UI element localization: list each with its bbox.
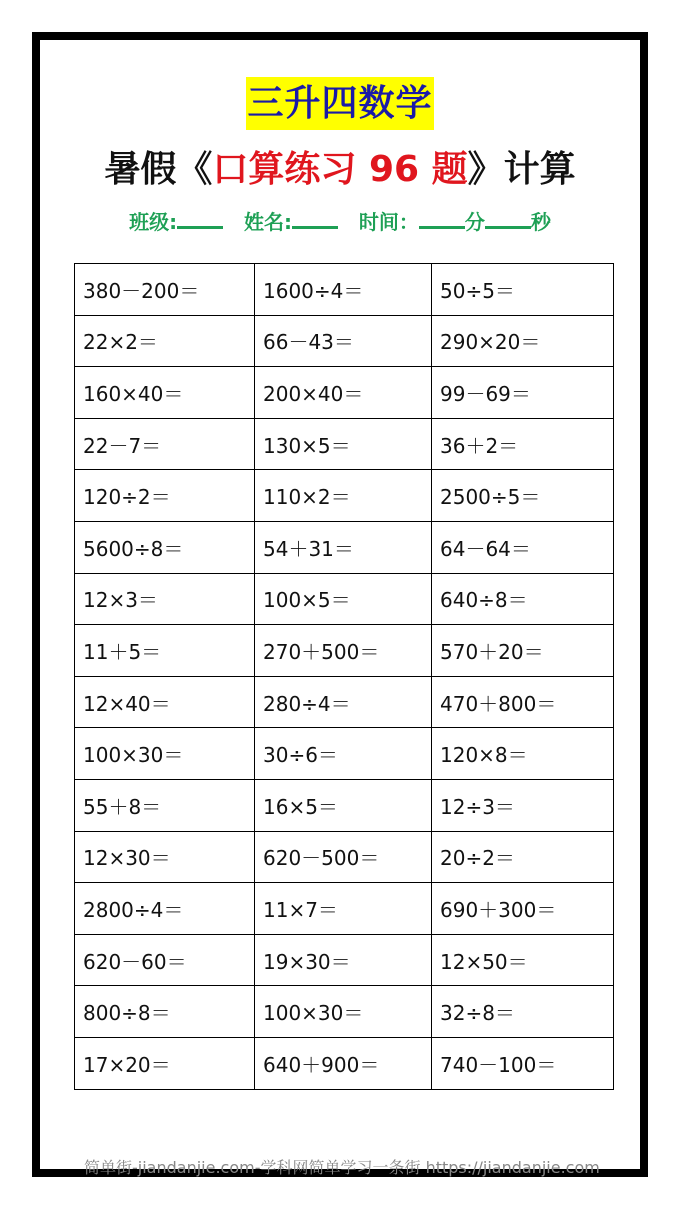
problem-cell: 690＋300＝ (432, 883, 614, 935)
subtitle-highlight: 口算练习 96 题 (212, 149, 468, 190)
table-row (75, 676, 614, 728)
class-blank (177, 206, 223, 229)
problem-cell: 640＋900＝ (255, 1037, 432, 1089)
problem-cell: 99－69＝ (432, 367, 614, 419)
name-label: 姓名: (244, 210, 292, 234)
table-row (75, 315, 614, 367)
problem-cell: 12×40＝ (75, 676, 255, 728)
student-info-line (0, 206, 680, 237)
table-row (75, 728, 614, 780)
problem-cell: 55＋8＝ (75, 779, 255, 831)
problem-cell: 22－7＝ (75, 418, 255, 470)
minutes-label: 分 (464, 210, 485, 234)
seconds-label: 秒 (530, 210, 551, 234)
problem-cell: 110×2＝ (255, 470, 432, 522)
problem-cell: 100×30＝ (75, 728, 255, 780)
seconds-blank (485, 206, 531, 229)
problem-cell: 5600÷8＝ (75, 521, 255, 573)
problem-cell: 19×30＝ (255, 934, 432, 986)
problems-table (74, 263, 614, 1090)
problem-cell: 570＋20＝ (432, 625, 614, 677)
table-row (75, 625, 614, 677)
footer-watermark: 简单街-jiandanjie.com-学科网简单学习一条街 https://jiandanjie.com (84, 1158, 600, 1177)
problem-cell: 17×20＝ (75, 1037, 255, 1089)
table-row (75, 934, 614, 986)
table-row (75, 883, 614, 935)
problem-cell: 120×8＝ (432, 728, 614, 780)
page-title: 三升四数学 (246, 77, 434, 130)
problem-cell: 32÷8＝ (432, 986, 614, 1038)
problem-cell: 66－43＝ (255, 315, 432, 367)
problem-cell: 290×20＝ (432, 315, 614, 367)
problem-cell: 1600÷4＝ (255, 264, 432, 316)
problem-cell: 130×5＝ (255, 418, 432, 470)
problem-cell: 64－64＝ (432, 521, 614, 573)
subtitle-prefix: 暑假《 (104, 149, 213, 190)
table-row (75, 264, 614, 316)
problem-cell: 640÷8＝ (432, 573, 614, 625)
table-row (75, 367, 614, 419)
problem-cell: 470＋800＝ (432, 676, 614, 728)
problem-cell: 100×30＝ (255, 986, 432, 1038)
problem-cell: 20÷2＝ (432, 831, 614, 883)
page-subtitle (0, 146, 680, 194)
problem-cell: 620－500＝ (255, 831, 432, 883)
table-row (75, 521, 614, 573)
problem-cell: 270＋500＝ (255, 625, 432, 677)
problem-cell: 2800÷4＝ (75, 883, 255, 935)
minutes-blank (419, 206, 465, 229)
problem-cell: 100×5＝ (255, 573, 432, 625)
table-row (75, 986, 614, 1038)
problem-cell: 800÷8＝ (75, 986, 255, 1038)
problem-cell: 22×2＝ (75, 315, 255, 367)
problem-cell: 200×40＝ (255, 367, 432, 419)
problem-cell: 620－60＝ (75, 934, 255, 986)
table-row (75, 573, 614, 625)
problem-cell: 50÷5＝ (432, 264, 614, 316)
table-row (75, 418, 614, 470)
problem-cell: 160×40＝ (75, 367, 255, 419)
time-label: 时间： (358, 210, 419, 234)
table-row (75, 831, 614, 883)
problem-cell: 11×7＝ (255, 883, 432, 935)
table-row (75, 470, 614, 522)
table-row (75, 1037, 614, 1089)
problem-cell: 280÷4＝ (255, 676, 432, 728)
problem-cell: 16×5＝ (255, 779, 432, 831)
problem-cell: 54＋31＝ (255, 521, 432, 573)
problem-cell: 380－200＝ (75, 264, 255, 316)
problem-cell: 12×50＝ (432, 934, 614, 986)
problem-cell: 36＋2＝ (432, 418, 614, 470)
problem-cell: 30÷6＝ (255, 728, 432, 780)
problem-cell: 12÷3＝ (432, 779, 614, 831)
subtitle-suffix: 》计算 (467, 149, 576, 190)
problem-cell: 2500÷5＝ (432, 470, 614, 522)
class-label: 班级: (129, 210, 178, 234)
problem-cell: 12×3＝ (75, 573, 255, 625)
problem-cell: 11＋5＝ (75, 625, 255, 677)
problem-cell: 120÷2＝ (75, 470, 255, 522)
problem-cell: 12×30＝ (75, 831, 255, 883)
table-row (75, 779, 614, 831)
problem-cell: 740－100＝ (432, 1037, 614, 1089)
name-blank (292, 206, 338, 229)
